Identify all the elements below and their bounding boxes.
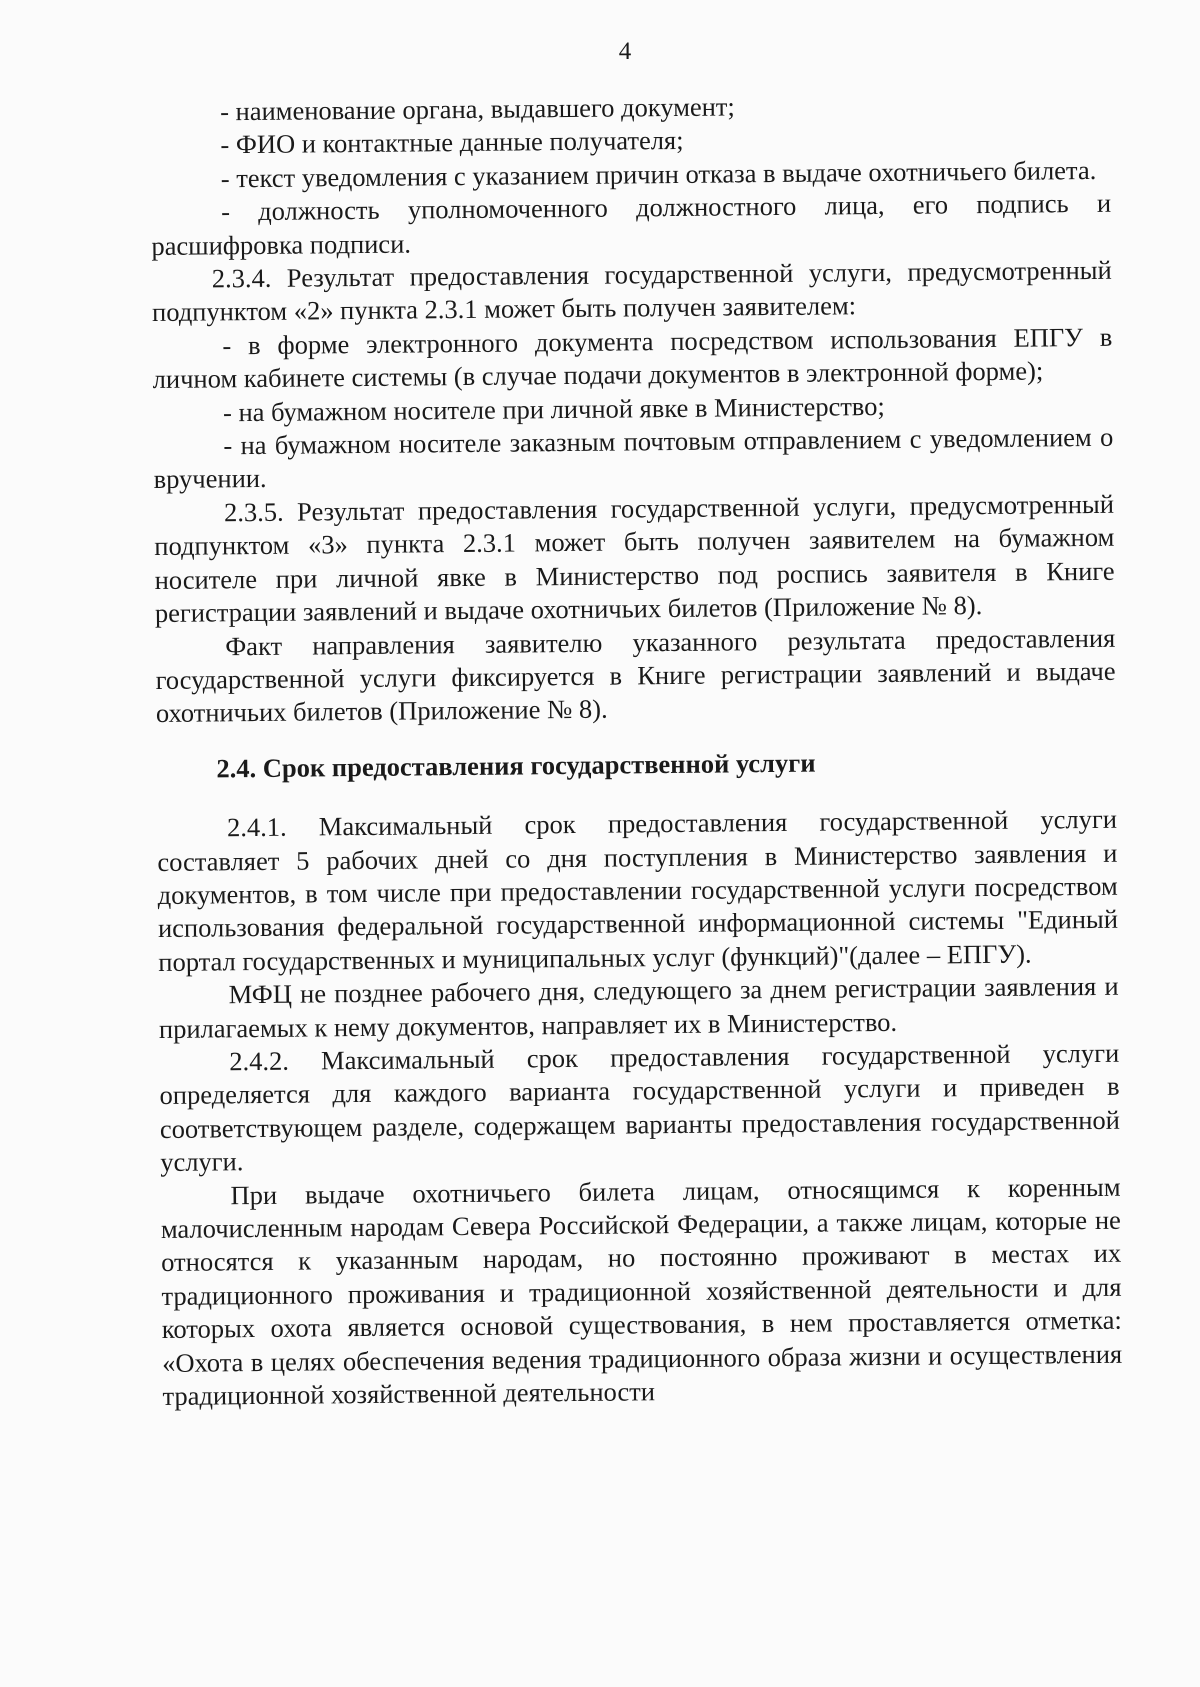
document-body bbox=[150, 87, 1123, 1414]
list-item: - должность уполномоченного должностного лица, его подпись и расшифровка подписи. bbox=[151, 187, 1112, 261]
list-item: - на бумажном носителе при личной явке в Министерство; bbox=[222, 390, 885, 427]
list-item: - в форме электронного документа посредством использования ЕПГУ в личном кабинете системы (в случае подачи документов в электронной форме); bbox=[152, 321, 1113, 395]
paragraph: Факт направления заявителю указанного результата предоставления государственной услуги фиксируется в Книге регистрации заявлений и выдаче охотничьих билетов (Приложение № 8). bbox=[155, 622, 1116, 729]
list-item: - ФИО и контактные данные получателя; bbox=[220, 125, 684, 160]
page-number: 4 bbox=[618, 38, 632, 65]
list-item: - на бумажном носителе заказным почтовым отправлением с уведомлением о вручении. bbox=[153, 421, 1114, 495]
paragraph-2-3-4: 2.3.4. Результат предоставления государственной услуги, предусмотренный подпунктом «2» пункта 2.3.1 может быть получен заявителем: bbox=[151, 254, 1112, 328]
list-item: - наименование органа, выдавшего документ; bbox=[220, 91, 735, 127]
paragraph-2-3-5: 2.3.5. Результат предоставления государственной услуги, предусмотренный подпунктом «3» пункта 2.3.1 может быть получен заявителем на бумажном носителе при личной явке в Министерство под роспись заявителя в Книге регистрации заявлений и выдаче охотничьих билетов (Приложение № 8). bbox=[154, 488, 1115, 629]
paragraph: При выдаче охотничьего билета лицам, относящимся к коренным малочисленным народам Севера Российской Федерации, а также лицам, которые не относятся к указанным народам, но постоянно проживают в местах их традиционного проживания и традиционной хозяйственной деятельности и для которых охота является основой существования, в нем проставляется отметка: «Охота в целях обеспечения ведения традиционного образа жизни и осуществления традиционной хозяйственной деятельности bbox=[160, 1171, 1123, 1411]
paragraph-2-4-2: 2.4.2. Максимальный срок предоставления государственной услуги определяется для каждого варианта государственной услуги и приведен в соответствующем разделе, содержащем варианты предоставления государственной услуги. bbox=[159, 1037, 1121, 1178]
paragraph: МФЦ не позднее рабочего дня, следующего за днем регистрации заявления и прилагаемых к нему документов, направляет их в Министерство. bbox=[158, 970, 1119, 1044]
section-heading: 2.4. Срок предоставления государственной услуги bbox=[216, 747, 816, 784]
list-item: - текст уведомления с указанием причин отказа в выдаче охотничьего билета. bbox=[220, 154, 1097, 194]
paragraph-2-4-1: 2.4.1. Максимальный срок предоставления государственной услуги составляет 5 рабочих дней со дня поступления в Министерство заявления и документов, в том числе при предоставлении государственной услуги посредством использования федеральной государственной информационной системы "Единый портал государственных и муниципальных услуг (функций)"(далее – ЕПГУ). bbox=[157, 803, 1119, 977]
